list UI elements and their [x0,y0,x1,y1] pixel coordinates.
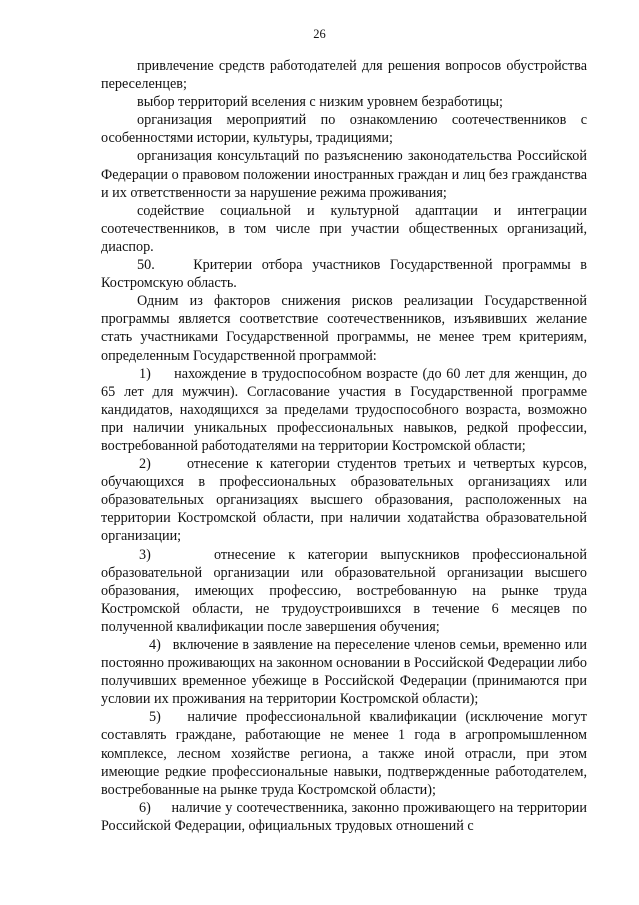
paragraph-social-adaptation: содействие социальной и культурной адаптации и интеграции соотечественников, в том числе при участии общественных организаций, диаспор. [101,202,587,255]
criterion-4-family-members: 4) включение в заявление на переселение членов семьи, временно или постоянно проживающих на законном основании в Российской Федерации либо получивших временное убежище в Российской Федерации (принимаются при условии их проживания на территории Костромской области); [101,637,587,708]
criterion-6-employment-relations: 6) наличие у соотечественника, законно проживающего на территории Российской Федерации, официальных трудовых отношений с [101,799,587,834]
criterion-2-students: 2) отнесение к категории студентов третьих и четвертых курсов, обучающихся в профессиональных образовательных организациях или образовательных организациях высшего образования, расположенных на территории Костромской области, при наличии ходатайства образовательной организации; [101,456,587,545]
paragraph-familiarization-events: организация мероприятий по ознакомлению соотечественников с особенностями истории, культуры, традициями; [101,112,587,147]
document-body [101,57,587,835]
paragraph-employer-funds: привлечение средств работодателей для решения вопросов обустройства переселенцев; [101,58,587,93]
paragraph-legal-consultations: организация консультаций по разъяснению законодательства Российской Федерации о правовом положении иностранных граждан и лиц без гражданства и их ответственности за нарушение режима проживания; [101,148,587,201]
criterion-1-working-age: 1) нахождение в трудоспособном возрасте (до 60 лет для женщин, до 65 лет для мужчин). Согласование участия в Государственной программе кандидатов, находящихся за пределами трудоспособного возраста, возможно при наличии уникальных профессиональных навыков, редкой профессии, востребованной работодателями на территории Костромской области; [101,365,587,454]
paragraph-section-50-heading: 50. Критерии отбора участников Государственной программы в Костромскую область. [101,257,587,292]
paragraph-risk-factors-intro: Одним из факторов снижения рисков реализации Государственной программы является соответствие соотечественников, изъявивших желание стать участниками Государственной программы, не менее трем критериям, определенным Государственной программой: [101,293,587,364]
paragraph-territory-selection: выбор территорий вселения с низким уровнем безработицы; [137,94,503,111]
page-number: 26 [313,27,326,41]
criterion-5-qualification: 5) наличие профессиональной квалификации (исключение могут составлять граждане, работающие не менее 1 года в агропромышленном комплексе, лесном хозяйстве региона, а также иной отрасли, при этом имеющие редкие профессиональные навыки, подтвержденные работодателем, востребованные на рынке труда Костромской области); [101,709,587,798]
criterion-3-graduates: 3) отнесение к категории выпускников профессиональной образовательной организации или образовательной организации высшего образования, имеющих профессию, востребованную на рынке труда Костромской области, не трудоустроившихся в течение 6 месяцев по полученной квалификации после завершения обучения; [101,546,587,635]
